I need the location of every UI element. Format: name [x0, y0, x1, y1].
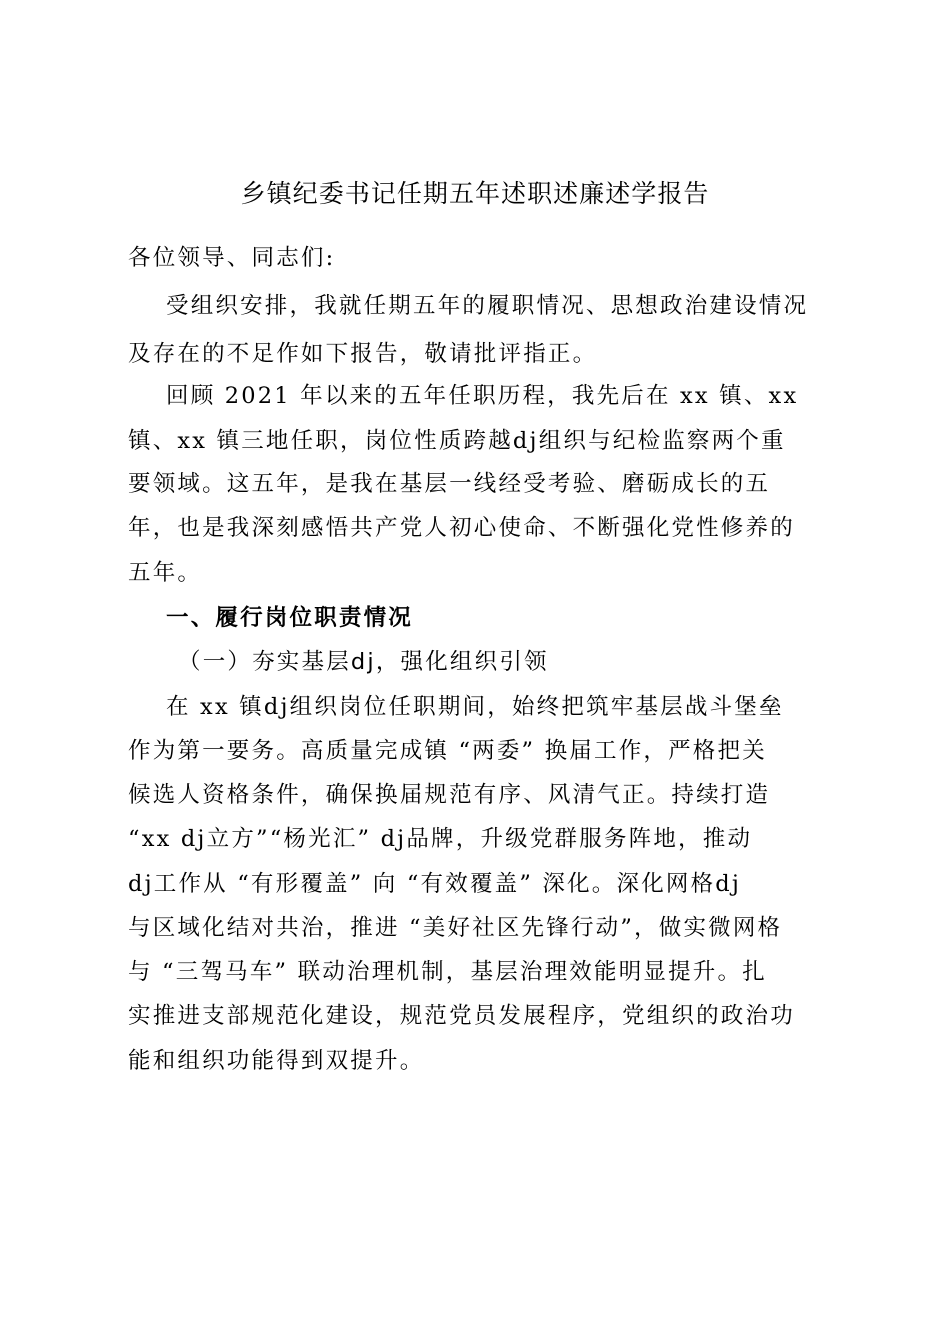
paragraph-line: “xx dj立方”“杨光汇” dj品牌，升级党群服务阵地，推动: [128, 826, 753, 852]
section-heading: 一、履行岗位职责情况: [166, 605, 414, 631]
paragraph-line: 年，也是我深刻感悟共产党人初心使命、不断强化党性修养的: [128, 515, 795, 541]
paragraph-line: 镇、xx 镇三地任职，岗位性质跨越dj组织与纪检监察两个重: [128, 428, 786, 454]
paragraph-line: 要领域。这五年，是我在基层一线经受考验、磨砺成长的五: [128, 471, 771, 497]
paragraph-line: 候选人资格条件，确保换届规范有序、风清气正。持续打造: [128, 782, 771, 808]
paragraph-line: 实推进支部规范化建设，规范党员发展程序，党组织的政治功: [128, 1003, 795, 1029]
paragraph-line: 在 xx 镇dj组织岗位任职期间，始终把筑牢基层战斗堡垒: [166, 694, 784, 720]
paragraph-line: 回顾 2021 年以来的五年任职历程，我先后在 xx 镇、xx: [166, 383, 799, 409]
document-title: 乡镇纪委书记任期五年述职述廉述学报告: [240, 179, 710, 208]
paragraph-line: 五年。: [128, 560, 203, 586]
paragraph-line: 与 “三驾马车” 联动治理机制，基层治理效能明显提升。扎: [128, 959, 767, 985]
paragraph-line: 能和组织功能得到双提升。: [128, 1048, 425, 1074]
paragraph-line: 及存在的不足作如下报告，敬请批评指正。: [128, 341, 598, 367]
paragraph-line: dj工作从 “有形覆盖” 向 “有效覆盖” 深化。深化网格dj: [128, 871, 742, 897]
paragraph-line: 与区域化结对共治，推进 “美好社区先锋行动”，做实微网格: [128, 915, 783, 941]
section-subheading: （一）夯实基层dj，强化组织引领: [178, 649, 549, 675]
paragraph-line: 作为第一要务。高质量完成镇 “两委” 换届工作，严格把关: [128, 738, 767, 764]
salutation: 各位领导、同志们:: [128, 245, 336, 271]
paragraph-line: 受组织安排，我就任期五年的履职情况、思想政治建设情况: [166, 293, 809, 319]
